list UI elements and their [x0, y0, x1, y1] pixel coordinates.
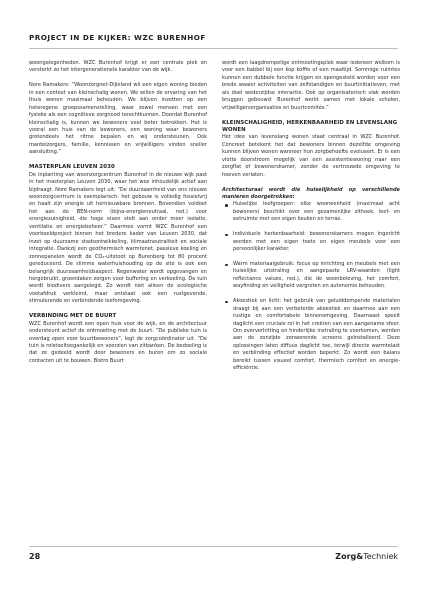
- footer-rule: [29, 546, 398, 547]
- page-footer: [29, 546, 398, 561]
- page-number: 28: [29, 552, 41, 561]
- page-title: PROJECT IN DE KIJKER: WZC BURENHOF: [29, 33, 206, 42]
- paragraph: woongelegenheden. WZC Burenhof krijgt er een centrale plek en versterkt zo het intergenerationele karakter van de wijk.: [29, 60, 207, 74]
- brand-part: Techniek: [363, 552, 398, 561]
- paragraph: Het idee van levenslang wonen staat centraal in WZC Burenhof. Concreet betekent het dat bewoners binnen dezelfde omgeving kunnen blijven wonen wanneer hun zorgbehoefte evolueert. Er is een vlotte doorstroom mogelijk van een assistentiewoning naar een zorgflat of bewonerskamer, zonder de vertrouwde omgeving te hoeven verlaten.: [222, 134, 400, 178]
- feature-list: [222, 201, 400, 372]
- paragraph: WZC Burenhof wordt een open huis voor de wijk, en de architectuur ondersteunt actief de ontmoeting met de buurt. “De publieke tuin is overdag open voor buurtbewoners”, legt de zorgcoördinator uit. “De tuin is rolstoeltoegankelijk en voorzien van zitbanken. De bedoeling is dat ze gedeeld wordt door bewoners en buren om zo sociale contacten uit te bouwen. Bistro Buurt: [29, 320, 207, 364]
- list-item: Akoestiek en licht: het gebruik van geluiddempende materialen draagt bij aan een verbeterde akoestiek en daarmee aan een rustige en comfortabele binnenomgeving. Daarnaast speelt daglicht een cruciale rol in het creëren van een aangename sfeer. Om oververhitting en hinderlijke instraling te voorkomen, werden aan de zonzijde zonwerende screens geïnstalleerd. Deze oplossingen laten diffuus daglicht toe, terwijl directe warmtelast en verblinding effectief worden beperkt. Zo wordt een balans bereikt tussen visueel comfort, thermisch comfort en energie-efficiëntie.: [233, 298, 400, 372]
- brand-logo: [335, 552, 398, 561]
- paragraph: De inplanting van woonzorgcentrum Burenhof in de nieuwe wijk past in het masterplan Leuven 2030, waar het woz inhoudelijk actief aan bijdraagt. Nore Ramakers legt uit: “De duurzaamheid van ons nieuwe woonzorgcentrum is exemplarisch: het gebouw is volledig fossielvrij en haalt zijn energie uit hernieuwbare bronnen. Bovendien voldoet het aan de BEN-norm (bijna-energieneutraal, red.) voor energiezuinigheid, die hoge eisen stelt aan onder meer isolatie, ventilatie en energiebeheer.” Daarmee vormt WZC Burenhof een voorbeeldproject binnen het bredere kader van Leuven 2030, dat inzet op duurzame stadsontwikkeling, klimaatneutraliteit en sociale integratie. Dankzij een geothermisch warmtenet, passieve koeling en zonnepanelen wordt de CO₂-uitstoot op Burenberg tot 80 procent gereduceerd. De slimme waterhuishouding op de site is ook een belangrijk duurzaamheidsaspect. Regenwater wordt opgevangen en hergebruikt, groendaken zorgen voor buffering en verkoeling. De tuin wordt biodivers aangelegd. Zo wordt niet alleen de ecologische voetafdruk verkleind, maar ontstaat ook een rustgevende, stimulerende en verbindende leefomgeving.: [29, 171, 207, 305]
- right-column: [222, 60, 400, 380]
- lead-paragraph: Architecturaal wordt die huiselijkheid op verschillende manieren doorgetrokken:: [222, 186, 400, 201]
- paragraph: wordt een laagdrempelige ontmoetingsplek waar iedereen welkom is voor een babbel bij een kop koffie of een maaltijd. Sommige ruimtes kunnen een dubbele functie krijgen en opengesteld worden voor een brede waaier activiteiten van zelfstandigen en buurtinitiatieven, met als doel wederzijdse interactie. Ook op organisatorisch vlak worden bruggen gebouwd: Burenhof werkt samen met lokale scholen, vrijwilligersorganisaties en buurtcomités.”: [222, 60, 400, 111]
- page-header: [29, 33, 398, 49]
- list-item: Warm materiaalgebruik: focus op inrichting en meubels met een huiselijke uitstraling en aangepaste LRV-waarden (light reflectance values, red.), die de woonbeleving, het comfort, wayfinding en veiligheid vergroten en autonomie behouden.: [233, 260, 400, 290]
- section-heading: VERBINDING MET DE BUURT: [29, 313, 117, 320]
- brand-part: Zorg: [335, 552, 357, 561]
- brand-ampersand: &: [356, 552, 364, 561]
- section-heading: KLEINSCHALIGHEID, HERKENBAARHEID EN LEVENSLANG WONEN: [222, 119, 398, 134]
- left-column: [29, 60, 207, 373]
- paragraph: Nore Ramakers: “Woonzorgnet-Dijleland wil een eigen woning bieden in een context van kleinschalig wonen. We willen de ervaring van het thuis wonen maximaal behouden. We blijven inzetten op een heterogene groepssamenstelling, waar zowel mensen met een fysieke als een cognitieve zorgnood terechtkunnen. Doordat Burenhof kleinschalig is, kunnen we bewoners veel beter betrekken. Het is vooral een huis van de bewoners, een woning waar bewoners grotendeels het ritme bepalen en wij ondersteunen. Ook mantelzorgers, familie, kennissen en vrijwilligers vinden sneller aansluiting.”: [29, 82, 207, 156]
- list-item: Individuele herkenbaarheid: bewonerskamers mogen ingericht worden met een eigen toets en eigen meubels voor een persoonlijker karakter.: [233, 231, 400, 253]
- header-rule: [29, 48, 398, 49]
- section-heading: MASTERPLAN LEUVEN 2030: [29, 164, 115, 171]
- list-item: Huiselijke leefgroepen: elke wooneenheid (maximaal acht bewoners) beschikt over een gezamenlijke zithoek, leef- en eetruimte met een eigen keuken en terras.: [233, 201, 400, 223]
